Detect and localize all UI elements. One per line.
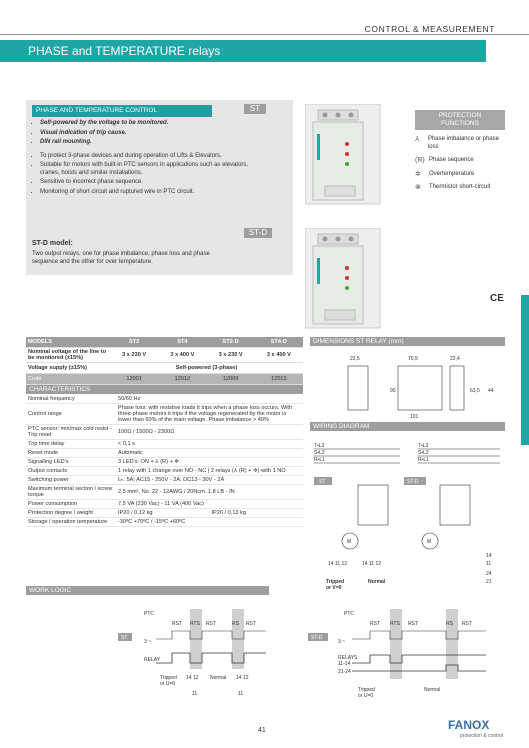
table-cell: 1 relay with 1 change over NO - NC | 2 relays (⅄ (R) + ✲) with 1 NO — [116, 467, 303, 476]
terminal-num: 21 — [486, 579, 492, 585]
wl-caption: Tripped — [358, 687, 375, 693]
protection-label: Thermistor short-circuit — [429, 184, 491, 190]
feature-item: • Sensitive to incorrect phase sequence. — [40, 179, 255, 187]
line-label: R•L1 — [314, 457, 325, 463]
table-row — [26, 476, 303, 485]
table-row — [26, 467, 303, 476]
page-number: 41 — [258, 727, 266, 734]
protection-label: Phase sequence — [429, 157, 474, 163]
table-cell: Maximum terminal section / screw torque — [26, 485, 116, 500]
header-rule — [0, 34, 529, 35]
std-device-image — [305, 228, 385, 338]
wl-caption: 11 — [192, 691, 198, 697]
table-row — [26, 404, 303, 425]
table-cell: 3 x 230 V — [110, 348, 158, 363]
wl-label: 3 ~ — [338, 639, 346, 645]
dimensions-drawing — [310, 346, 505, 421]
table-row — [26, 374, 303, 385]
terminal-label: 14 11 12 — [328, 561, 348, 567]
table-row — [26, 509, 303, 518]
feature-item: • DIN rail mounting. — [40, 139, 255, 147]
svg-text:M: M — [427, 539, 432, 545]
table-row — [26, 363, 303, 374]
protection-label: Phase imbalance or phase loss — [427, 136, 499, 150]
wl-label: 3 ~ — [144, 639, 152, 645]
feature-item: • Suitable for motors with built-in PTC sensors in applications such as elevators, cranes, hoists and similar installations. — [40, 162, 255, 177]
thermistor-icon: ⊗ — [415, 184, 421, 191]
models-table — [26, 337, 303, 385]
line-label: T•L3 — [314, 443, 325, 449]
wiring-drawing — [310, 431, 505, 596]
side-tab — [521, 295, 529, 445]
model-text: Two output relays, one for phase imbalance, phase loss and phase sequence and the other for over temperature. — [32, 251, 210, 265]
dim-label: 22,5 — [350, 356, 360, 362]
ce-mark: CE — [490, 293, 504, 304]
st-device-image — [305, 104, 385, 214]
protection-heading-line1: PROTECTION — [438, 112, 482, 119]
table-cell: 3 LED's: ON + ⅄ (R) + ✲ — [116, 458, 303, 467]
table-row — [26, 449, 303, 458]
terminal-num: 11 — [486, 561, 492, 567]
svg-text:M: M — [347, 539, 352, 545]
table-cell: 12013 — [255, 374, 303, 385]
title-bar — [0, 40, 486, 62]
table-row — [26, 348, 303, 363]
feature-item: • To protect 3-phase devices and during operation of Lifts & Elevators. — [40, 153, 255, 161]
wl-label: RST — [206, 621, 216, 627]
wl-caption: 14 12 — [236, 675, 249, 681]
line-label: S•L2 — [418, 450, 429, 456]
table-cell: PTC sensor: min/max cold resist - Trip reset — [26, 425, 116, 440]
table-header-cell: ST4 — [158, 337, 206, 348]
table-row — [26, 500, 303, 509]
feature-item: • Self-powered by the voltage to be monitored. — [40, 120, 255, 128]
table-cell: Control range — [26, 404, 116, 425]
wl-caption: 14 12 — [186, 675, 199, 681]
table-cell: 100Ω / 1500Ω - 2300Ω — [116, 425, 303, 440]
dim-label: 63,5 — [470, 388, 480, 394]
wl-label: PTC — [144, 611, 154, 617]
table-cell: 50/60 Hz — [116, 395, 303, 404]
table-cell: IP20 / 0,13 kg — [209, 509, 303, 518]
wl-caption: or U=0 — [358, 693, 374, 699]
wiring-heading: WIRING DIAGRAM — [310, 422, 505, 431]
dim-label: 44 — [488, 388, 494, 394]
table-header-cell: ST2 — [110, 337, 158, 348]
table-cell: Self-powered (3-phase) — [110, 363, 303, 374]
protection-item — [415, 184, 505, 192]
wl-label: RTS — [190, 621, 200, 627]
table-cell: 7,5 VA (230 Vac) - 11 VA (400 Vac) — [116, 500, 303, 509]
wl-tag-st: ST — [121, 635, 128, 641]
caption-normal: Normal — [368, 579, 386, 585]
phase-sequence-icon: (R) — [415, 157, 425, 164]
wl-label: PTC — [344, 611, 354, 617]
table-cell: Nominal frequency — [26, 395, 116, 404]
table-cell: Nominal voltage of the line to be monitored (±15%) — [26, 348, 110, 363]
table-cell: < 0,1 s — [116, 440, 303, 449]
table-row — [26, 395, 303, 404]
brand-logo: FANOX — [448, 718, 490, 732]
line-label: S•L2 — [314, 450, 325, 456]
protection-item — [415, 136, 505, 151]
protection-heading-line2: FUNCTIONS — [441, 120, 479, 127]
control-heading: PHASE AND TEMPERATURE CONTROL — [32, 105, 212, 117]
wl-label: 21-24 — [338, 669, 351, 675]
wl-caption: Tripped — [160, 675, 177, 681]
dim-label: 101 — [410, 414, 419, 420]
wl-label: 11-14 — [338, 661, 351, 667]
table-cell: Output contacts — [26, 467, 116, 476]
wl-label: RELAYS — [338, 655, 358, 661]
table-row — [26, 485, 303, 500]
work-logic-heading: WORK LOGIC — [26, 586, 269, 595]
wl-label: RTS — [390, 621, 400, 627]
table-cell: 12012 — [158, 374, 206, 385]
table-cell: Automatic — [116, 449, 303, 458]
dim-label: 90 — [390, 388, 396, 394]
overtemperature-icon: ✲ — [415, 170, 421, 178]
line-label: R•L1 — [418, 457, 429, 463]
table-row — [26, 518, 303, 527]
caption-tripped: Tripped — [326, 579, 345, 585]
wl-label: RS — [446, 621, 453, 627]
page-title: PHASE and TEMPERATURE relays — [28, 44, 221, 58]
table-row — [26, 440, 303, 449]
protection-heading — [415, 110, 505, 130]
table-header-cell: ST2-D — [207, 337, 255, 348]
wl-label: RST — [462, 621, 472, 627]
wl-label: RST — [408, 621, 418, 627]
table-cell: 2,5 mm², No. 22 - 12AWG / 20Ncm. 1.8 LB - IN — [116, 485, 303, 500]
table-cell: 3 x 400 V — [158, 348, 206, 363]
table-header-row — [26, 337, 303, 348]
table-cell: Protection degree / weight — [26, 509, 116, 518]
wl-caption: or U=0 — [160, 681, 176, 687]
terminal-num: 24 — [486, 571, 492, 577]
wl-caption: Normal — [424, 687, 441, 693]
table-cell: Storage / operation temperature — [26, 518, 116, 527]
protection-item — [415, 157, 505, 165]
feature-list — [32, 120, 255, 198]
dim-label: 70,5 — [408, 356, 418, 362]
work-logic-drawing — [26, 595, 505, 715]
tag-std: ST-D — [244, 228, 272, 238]
caption-v0: or V=0 — [326, 585, 342, 591]
table-cell: Phase loss: with resistive loads it trips when a phase loss occurs. With three-phase motors it trips if the voltage regenerated by the motor is lower than 60% of the main voltage. Phase imbalance > 40% — [116, 404, 303, 425]
dimensions-panel — [310, 337, 505, 426]
table-cell: 3 x 400 V — [255, 348, 303, 363]
protection-functions — [415, 110, 505, 192]
table-cell: Code — [26, 374, 110, 385]
wiring-tag-std: ST-D — [407, 479, 419, 485]
model-title: ST-D model: — [32, 240, 73, 247]
protection-label: Overtemperature — [429, 170, 475, 177]
wl-label: RST — [370, 621, 380, 627]
wl-label: RST — [246, 621, 256, 627]
table-header-cell: ST4-D — [255, 337, 303, 348]
table-cell: Power consumption — [26, 500, 116, 509]
work-logic-panel — [26, 586, 505, 720]
table-cell: Signalling LED's — [26, 458, 116, 467]
table-cell: Reset mode — [26, 449, 116, 458]
dimensions-heading: DIMENSIONS ST RELAY (mm) — [310, 337, 505, 346]
category-label: CONTROL & MEASUREMENT — [364, 24, 495, 34]
table-cell: Voltage supply (±15%) — [26, 363, 110, 374]
table-cell: Trip time delay — [26, 440, 116, 449]
table-header-cell: MODELS — [26, 337, 110, 348]
wl-tag-std: ST-D — [311, 635, 323, 641]
table-cell: 12001 — [110, 374, 158, 385]
wiring-tag-st: ST — [319, 479, 326, 485]
terminal-label: 14 11 12 — [362, 561, 382, 567]
brand-tagline: protection & control — [460, 733, 504, 739]
table-cell: Iₜₕ: 5A; AC15 - 250V - 2A; DC13 - 30V - 2A — [116, 476, 303, 485]
line-label: T•L3 — [418, 443, 429, 449]
table-cell: -30ºC +70ºC / -15ºC +60ºC — [116, 518, 303, 527]
protection-item — [415, 171, 505, 179]
wl-label: RS — [232, 621, 239, 627]
phase-imbalance-icon: ⅄ — [415, 136, 420, 143]
feature-item: • Visual indication of trip cause. — [40, 130, 255, 138]
characteristics-heading: CHARACTERISTICS — [26, 385, 303, 394]
dim-label: 22,4 — [450, 356, 460, 362]
table-cell: 12009 — [207, 374, 255, 385]
wl-label: RST — [172, 621, 182, 627]
wiring-panel — [310, 422, 505, 601]
terminal-num: 14 — [486, 553, 492, 559]
table-cell: IP20 / 0,12 kg — [116, 509, 209, 518]
wl-caption: Normal — [210, 675, 227, 681]
characteristics-table — [26, 395, 303, 527]
wl-caption: 11 — [238, 691, 244, 697]
table-row — [26, 425, 303, 440]
feature-item: • Monitoring of short circuit and ruptured wire in PTC circuit. — [40, 189, 255, 197]
table-cell: 3 x 230 V — [207, 348, 255, 363]
table-cell: Switching power — [26, 476, 116, 485]
wl-label: RELAY — [144, 657, 161, 663]
tag-st: ST — [244, 104, 266, 114]
table-row — [26, 458, 303, 467]
control-box — [26, 100, 293, 275]
